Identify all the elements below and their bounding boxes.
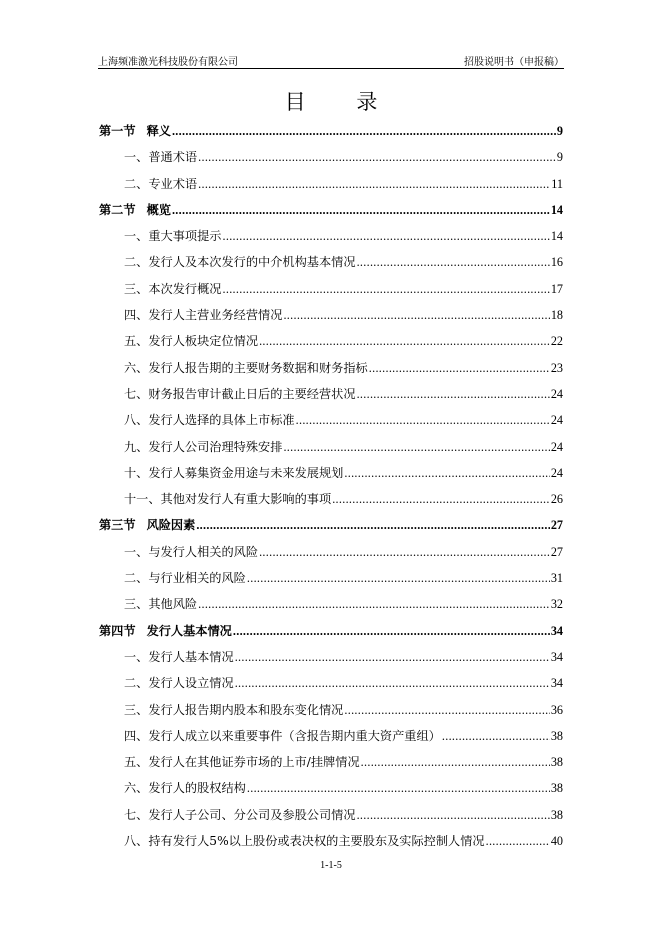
toc-page-number: 14	[550, 202, 563, 217]
toc-section-heading	[99, 197, 171, 223]
toc-page-number: 32	[550, 597, 563, 612]
toc-entry-label: 六、发行人报告期的主要财务数据和财务指标	[124, 360, 368, 375]
toc-page-number: 38	[550, 781, 563, 796]
dot-leader	[172, 197, 550, 223]
dot-leader	[172, 118, 556, 144]
dot-leader	[198, 144, 556, 170]
toc-page-number: 38	[550, 807, 563, 822]
toc-section-number: 第三节	[99, 518, 136, 533]
toc-subsection-entry[interactable]	[99, 828, 563, 854]
dot-leader	[283, 302, 549, 328]
toc-section-number: 第一节	[99, 124, 136, 138]
toc-subsection-entry[interactable]	[99, 434, 563, 460]
dot-leader	[247, 565, 550, 591]
toc-page-number: 26	[550, 492, 563, 507]
dot-leader	[357, 249, 550, 275]
toc-page-number: 9	[556, 150, 563, 165]
toc-subsection-entry[interactable]	[99, 144, 563, 170]
toc-entry-label: 二、发行人设立情况	[124, 676, 234, 691]
dot-leader	[361, 749, 550, 775]
dot-leader	[233, 618, 550, 644]
toc-entry-label: 一、发行人基本情况	[124, 649, 234, 664]
toc-entry-label: 五、发行人在其他证券市场的上市/挂牌情况	[124, 755, 360, 770]
toc-subsection-entry[interactable]	[99, 302, 563, 328]
toc-subsection-entry[interactable]	[99, 171, 563, 197]
toc-entry-label: 二、发行人及本次发行的中介机构基本情况	[124, 255, 356, 270]
toc-entry-label: 七、财务报告审计截止日后的主要经营状况	[124, 386, 356, 401]
toc-page-number: 38	[550, 728, 563, 743]
toc-section-heading	[99, 512, 195, 538]
dot-leader	[259, 328, 550, 354]
toc-subsection-entry[interactable]	[99, 591, 563, 617]
toc-entry-label: 二、与行业相关的风险	[124, 571, 246, 586]
toc-entry-label: 一、普通术语	[124, 150, 198, 165]
toc-entry-label: 六、发行人的股权结构	[124, 781, 246, 796]
page-title: 目 录	[284, 90, 400, 114]
toc-section-title: 释义	[146, 124, 171, 138]
toc-page-number: 24	[550, 413, 563, 428]
toc-page-number: 31	[550, 571, 563, 586]
toc-subsection-entry[interactable]	[99, 670, 563, 696]
toc-entry-label: 三、发行人报告期内股本和股东变化情况	[124, 702, 344, 717]
toc-page-number: 16	[550, 255, 563, 270]
dot-leader	[223, 223, 550, 249]
dot-leader	[259, 539, 550, 565]
toc-subsection-entry[interactable]	[99, 407, 563, 433]
dot-leader	[283, 434, 549, 460]
header-doc-type: 招股说明书（申报稿）	[464, 57, 564, 68]
toc-page-number: 34	[550, 676, 563, 691]
toc-entry-label: 二、专业术语	[124, 176, 198, 191]
toc-subsection-entry[interactable]	[99, 644, 563, 670]
toc-page-number: 34	[550, 623, 563, 638]
toc-section-entry[interactable]	[99, 197, 563, 223]
toc-section-entry[interactable]	[99, 118, 563, 144]
toc-subsection-entry[interactable]	[99, 749, 563, 775]
toc-entry-label: 一、重大事项提示	[124, 229, 222, 244]
toc-page-number: 36	[550, 702, 563, 717]
dot-leader	[369, 355, 550, 381]
toc-subsection-entry[interactable]	[99, 223, 563, 249]
dot-leader	[486, 828, 550, 854]
dot-leader	[235, 670, 550, 696]
page-number: 1-1-5	[320, 860, 342, 871]
toc-entry-label: 八、发行人选择的具体上市标准	[124, 413, 295, 428]
toc-entry-label: 十一、其他对发行人有重大影响的事项	[124, 492, 332, 507]
toc-page-number: 24	[550, 439, 563, 454]
toc-subsection-entry[interactable]	[99, 802, 563, 828]
dot-leader	[296, 407, 550, 433]
toc-page-number: 17	[550, 281, 563, 296]
toc-entry-label: 三、本次发行概况	[124, 281, 222, 296]
toc-subsection-entry[interactable]	[99, 539, 563, 565]
toc-subsection-entry[interactable]	[99, 775, 563, 801]
dot-leader	[332, 486, 550, 512]
toc-section-title: 发行人基本情况	[146, 623, 232, 638]
table-of-contents	[99, 118, 563, 854]
toc-entry-label: 八、持有发行人5%以上股份或表决权的主要股东及实际控制人情况	[124, 834, 485, 849]
toc-page-number: 27	[550, 518, 563, 533]
toc-section-number: 第二节	[99, 202, 136, 217]
toc-page-number: 14	[550, 229, 563, 244]
toc-section-number: 第四节	[99, 623, 136, 638]
toc-subsection-entry[interactable]	[99, 723, 563, 749]
toc-entry-label: 七、发行人子公司、分公司及参股公司情况	[124, 807, 356, 822]
toc-entry-label: 四、发行人成立以来重要事件（含报告期内重大资产重组）	[124, 728, 441, 743]
dot-leader	[344, 460, 549, 486]
toc-subsection-entry[interactable]	[99, 249, 563, 275]
toc-entry-label: 四、发行人主营业务经营情况	[124, 308, 283, 323]
toc-page-number: 27	[550, 544, 563, 559]
toc-entry-label: 五、发行人板块定位情况	[124, 334, 259, 349]
toc-entry-label: 十、发行人募集资金用途与未来发展规划	[124, 465, 344, 480]
toc-entry-label: 九、发行人公司治理特殊安排	[124, 439, 283, 454]
dot-leader	[235, 644, 550, 670]
dot-leader	[198, 171, 550, 197]
dot-leader	[442, 723, 550, 749]
toc-section-title: 概览	[146, 202, 171, 217]
toc-page-number: 23	[550, 360, 563, 375]
toc-page-number: 9	[556, 124, 563, 138]
toc-page-number: 24	[550, 386, 563, 401]
toc-page-number: 38	[550, 755, 563, 770]
dot-leader	[198, 591, 550, 617]
toc-section-title: 风险因素	[146, 518, 196, 533]
toc-entry-label: 三、其他风险	[124, 597, 198, 612]
toc-page-number: 24	[550, 465, 563, 480]
toc-section-entry[interactable]	[99, 512, 563, 538]
toc-page-number: 40	[550, 834, 563, 849]
toc-subsection-entry[interactable]	[99, 276, 563, 302]
dot-leader	[196, 512, 550, 538]
toc-subsection-entry[interactable]	[99, 460, 563, 486]
dot-leader	[344, 697, 549, 723]
toc-subsection-entry[interactable]	[99, 381, 563, 407]
dot-leader	[223, 276, 550, 302]
toc-page-number: 34	[550, 649, 563, 664]
dot-leader	[247, 775, 550, 801]
toc-entry-label: 一、与发行人相关的风险	[124, 544, 259, 559]
dot-leader	[357, 802, 550, 828]
toc-page-number: 11	[551, 176, 563, 191]
dot-leader	[357, 381, 550, 407]
header-company: 上海频准激光科技股份有限公司	[98, 57, 238, 68]
toc-subsection-entry[interactable]	[99, 328, 563, 354]
toc-section-heading	[99, 118, 171, 144]
page-header	[98, 53, 564, 68]
toc-subsection-entry[interactable]	[99, 486, 563, 512]
toc-subsection-entry[interactable]	[99, 697, 563, 723]
toc-subsection-entry[interactable]	[99, 355, 563, 381]
toc-page-number: 22	[550, 334, 563, 349]
toc-section-heading	[99, 618, 232, 644]
toc-page-number: 18	[550, 308, 563, 323]
header-divider	[98, 68, 564, 69]
toc-section-entry[interactable]	[99, 618, 563, 644]
toc-subsection-entry[interactable]	[99, 565, 563, 591]
